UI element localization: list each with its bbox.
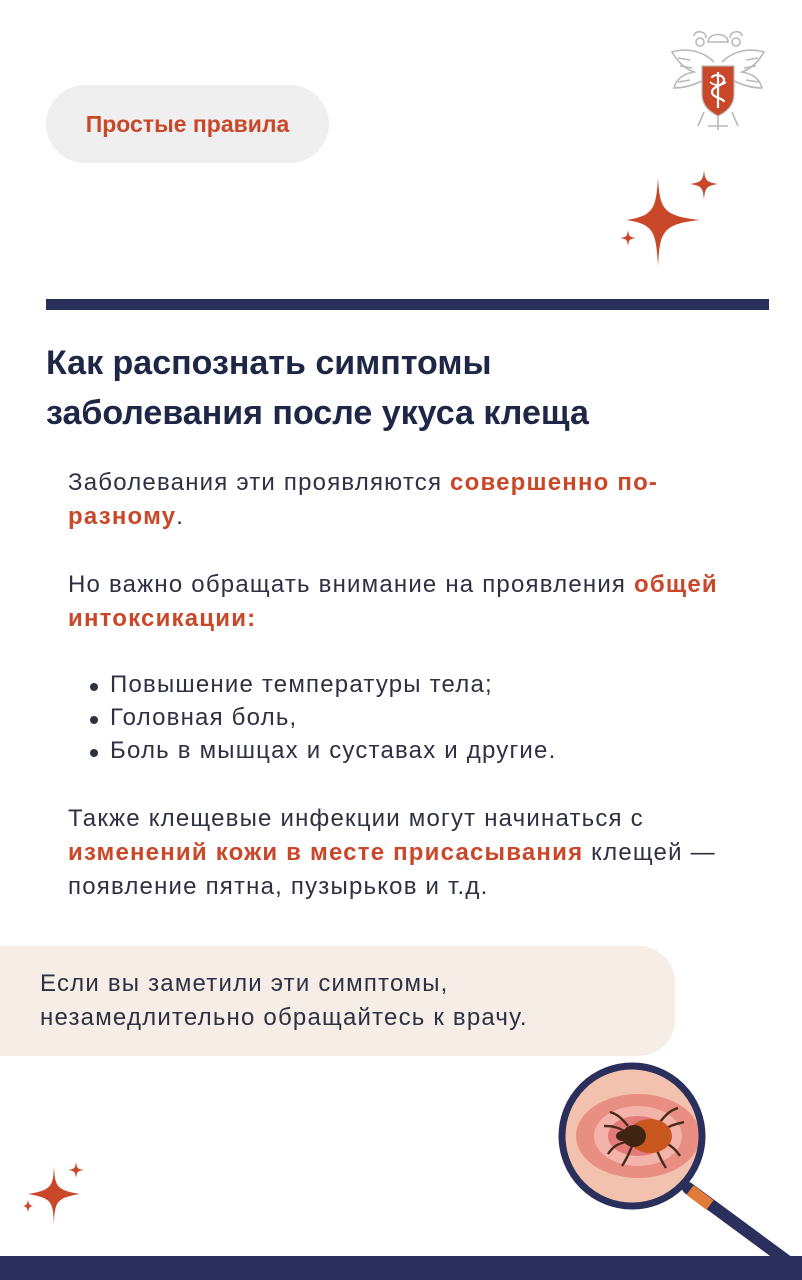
magnifier-tick-illustration-icon <box>540 1060 802 1280</box>
sparkle-decoration-small-icon <box>20 1160 92 1230</box>
skin-text: Также клещевые инфекции могут начинаться с <box>68 805 644 832</box>
intoxication-text: Но важно обращать внимание на проявления <box>68 571 634 598</box>
bottom-divider <box>0 1256 802 1280</box>
page-title <box>46 338 766 438</box>
rospotrebnadzor-emblem-icon <box>664 22 772 134</box>
intoxication-highlight: общей интоксикации: <box>68 571 718 632</box>
list-item: Головная боль, <box>88 701 556 734</box>
page-title-line-2: заболевания после укуса клеща <box>46 394 589 432</box>
skin-text-end: клещей — появление пятна, пузырьков и т.д. <box>68 839 716 900</box>
list-item: Повышение температуры тела; <box>88 668 556 701</box>
category-badge <box>46 85 329 163</box>
category-badge-label: Простые правила <box>85 110 290 137</box>
intro-highlight: совершенно по-разному <box>68 469 659 530</box>
intro-text-end: . <box>176 503 185 530</box>
advice-line-2: незамедлительно обращайтесь к врачу. <box>40 1004 528 1031</box>
intro-paragraph <box>68 466 768 534</box>
advice-line-1: Если вы заметили эти симптомы, <box>40 970 449 997</box>
advice-callout <box>0 946 675 1056</box>
list-item: Боль в мышцах и суставах и другие. <box>88 734 556 767</box>
skin-highlight: изменений кожи в месте присасывания <box>68 839 584 866</box>
intro-text: Заболевания эти проявляются <box>68 469 451 496</box>
page-title-line-1: Как распознать симптомы <box>46 344 492 382</box>
sparkle-decoration-icon <box>612 168 732 272</box>
intoxication-paragraph <box>68 568 768 636</box>
top-divider <box>46 299 769 310</box>
skin-changes-paragraph <box>68 802 758 904</box>
symptom-list <box>88 668 556 767</box>
